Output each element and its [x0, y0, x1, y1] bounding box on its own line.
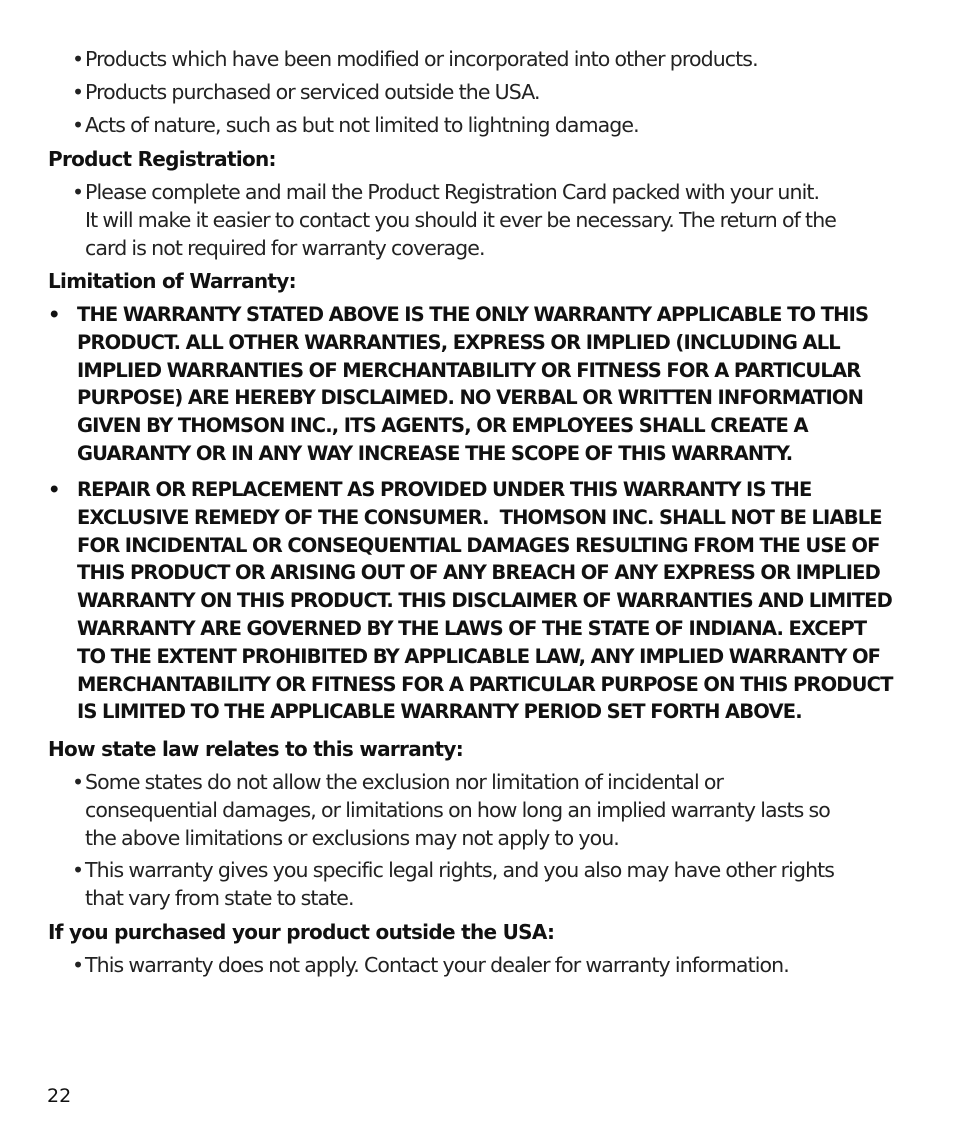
limitation-text-line: REPAIR OR REPLACEMENT AS PROVIDED UNDER THIS WARRANTY IS THE	[77, 478, 812, 501]
limitation-text-line: FOR INCIDENTAL OR CONSEQUENTIAL DAMAGES RESULTING FROM THE USE OF	[77, 533, 880, 557]
section-heading-state-law: How state law relates to this warranty:	[48, 737, 464, 761]
registration-text-line: It will make it easier to contact you should it ever be necessary. The return of the	[85, 208, 837, 232]
exclusion-item	[72, 45, 902, 73]
bullet-icon: •	[72, 953, 84, 977]
bullet-icon: •	[72, 47, 84, 71]
exclusion-item	[72, 111, 902, 139]
limitation-text-line: WARRANTY ARE GOVERNED BY THE LAWS OF THE STATE OF INDIANA. EXCEPT	[77, 616, 867, 640]
limitation-text-line: TO THE EXTENT PROHIBITED BY APPLICABLE LAW, ANY IMPLIED WARRANTY OF	[77, 644, 881, 668]
limitation-text-line: WARRANTY ON THIS PRODUCT. THIS DISCLAIMER OF WARRANTIES AND LIMITED	[77, 589, 892, 613]
state-law-text-line: that vary from state to state.	[85, 886, 354, 910]
registration-text-line: card is not required for warranty coverage.	[85, 236, 485, 260]
limitation-paragraph-1	[48, 301, 908, 468]
limitation-paragraph-2	[48, 476, 908, 726]
registration-bullet	[72, 178, 902, 262]
limitation-text-line: GUARANTY OR IN ANY WAY INCREASE THE SCOPE OF THIS WARRANTY.	[77, 441, 793, 465]
state-law-text-line: Some states do not allow the exclusion nor limitation of incidental or	[85, 770, 724, 794]
section-heading-outside-usa: If you purchased your product outside the USA:	[48, 920, 555, 944]
bullet-icon: •	[72, 180, 84, 204]
limitation-text-line: EXCLUSIVE REMEDY OF THE CONSUMER. THOMSON INC. SHALL NOT BE LIABLE	[77, 505, 882, 529]
outside-usa-text: This warranty does not apply. Contact your dealer for warranty information.	[85, 953, 789, 977]
exclusion-item-text: Products purchased or serviced outside the USA.	[85, 80, 540, 104]
limitation-text-line: IMPLIED WARRANTIES OF MERCHANTABILITY OR FITNESS FOR A PARTICULAR	[77, 358, 861, 382]
state-law-bullet	[72, 856, 902, 912]
section-heading-product-registration: Product Registration:	[48, 147, 276, 171]
state-law-bullet	[72, 768, 902, 852]
limitation-text-line: IS LIMITED TO THE APPLICABLE WARRANTY PERIOD SET FORTH ABOVE.	[77, 700, 802, 724]
bullet-icon: •	[48, 303, 60, 326]
limitation-text-line: THE WARRANTY STATED ABOVE IS THE ONLY WARRANTY APPLICABLE TO THIS	[77, 303, 869, 326]
exclusion-item-text: Products which have been modified or incorporated into other products.	[85, 47, 758, 71]
limitation-text-line: THIS PRODUCT OR ARISING OUT OF ANY BREACH OF ANY EXPRESS OR IMPLIED	[77, 561, 880, 585]
outside-usa-bullet	[72, 951, 902, 979]
registration-text-line: Please complete and mail the Product Registration Card packed with your unit.	[85, 180, 820, 204]
bullet-icon: •	[72, 858, 84, 882]
limitation-text-line: PURPOSE) ARE HEREBY DISCLAIMED. NO VERBAL OR WRITTEN INFORMATION	[77, 386, 864, 410]
limitation-text-line: PRODUCT. ALL OTHER WARRANTIES, EXPRESS OR IMPLIED (INCLUDING ALL	[77, 330, 840, 354]
limitation-text-line: GIVEN BY THOMSON INC., ITS AGENTS, OR EMPLOYEES SHALL CREATE A	[77, 414, 808, 438]
bullet-icon: •	[72, 113, 84, 137]
state-law-text-line: This warranty gives you specific legal rights, and you also may have other rights	[85, 858, 835, 882]
exclusion-item	[72, 78, 902, 106]
section-heading-limitation: Limitation of Warranty:	[48, 269, 296, 293]
page-number: 22	[47, 1085, 72, 1107]
bullet-icon: •	[72, 770, 84, 794]
state-law-text-line: the above limitations or exclusions may not apply to you.	[85, 826, 619, 850]
bullet-icon: •	[72, 80, 84, 104]
bullet-icon: •	[48, 478, 60, 501]
limitation-text-line: MERCHANTABILITY OR FITNESS FOR A PARTICULAR PURPOSE ON THIS PRODUCT	[77, 672, 893, 696]
state-law-text-line: consequential damages, or limitations on how long an implied warranty lasts so	[85, 798, 830, 822]
exclusion-item-text: Acts of nature, such as but not limited to lightning damage.	[85, 113, 639, 137]
